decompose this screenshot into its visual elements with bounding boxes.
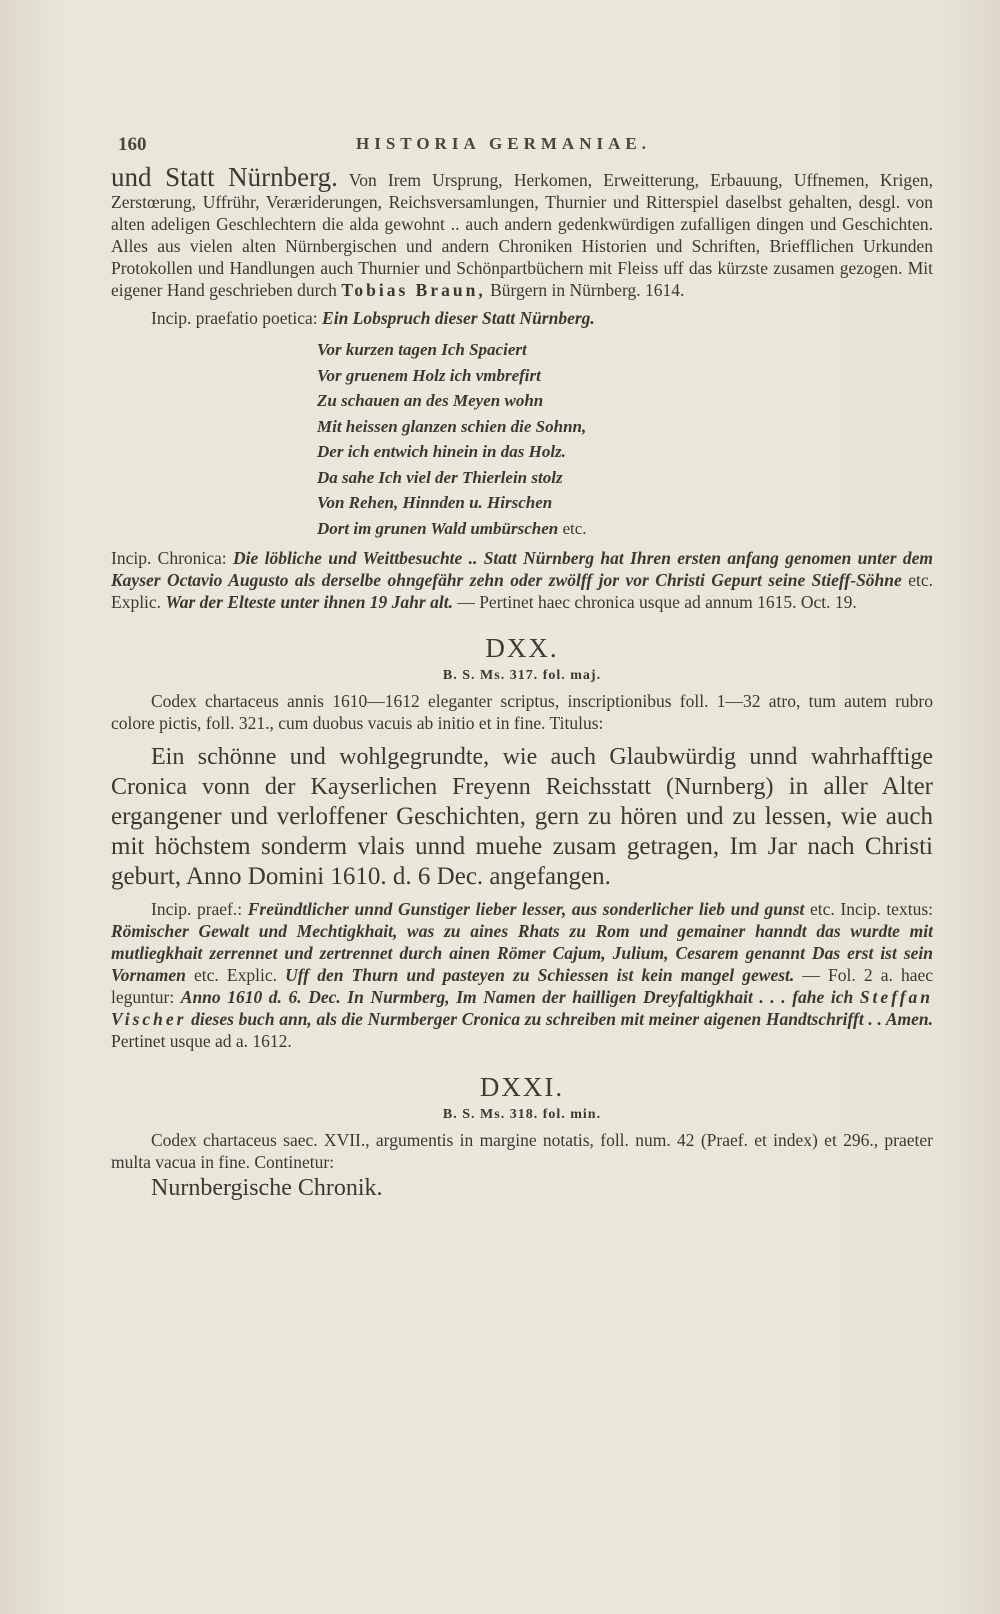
incip-chronica-text: Die löbliche und Weittbesuchte .. Statt Nürnberg hat Ihren ersten anfang genomen unter dem Kayser Octavio Augusto als derselbe ohngefähr zehn oder zwölff jor vor Christi Gepurt seine Stieff-Söhne xyxy=(111,548,933,590)
entry-title-paragraph xyxy=(111,162,934,301)
pertinet-note: Pertinet usque ad a. 1612. xyxy=(111,1031,292,1051)
incip-praefatio xyxy=(111,307,933,329)
poem-line: Vor gruenem Holz ich vmbrefirt xyxy=(317,365,541,385)
page-number: 160 xyxy=(118,134,147,155)
entry-title-rest: Von Irem Ursprung, Herkomen, Erweitterung, Erbauung, Uffnemen, Krigen, Zerstœrung, Uffrühr, Veræriderungen, Reichsversamlungen, Thurnier und Ritterspiel daselbst gehalten, desgl. von alten adeligen Geschlechtern die alda gewohnt .. auch andern gedenkwürdigen zufalligen dingen und Geschichten. Alles aus vielen alten Nürnbergischen und andern Chroniken Historien und Schriften, Briefflichen Urkunden Protokollen und Handlungen auch Thurnier und Schönpartbüchern mit Fleiss uff das kürzste zusamen gezogen. Mit eigener Hand geschrieben durch xyxy=(111,170,934,300)
incip-praefatio-label: Incip. praefatio poetica: xyxy=(151,308,318,328)
fol-text: Anno 1610 d. 6. Dec. In Nurmberg, Im Namen der hailligen Dreyfaltigkhait . . . fahe ich xyxy=(180,987,854,1007)
poem-line-last xyxy=(317,516,933,542)
incip-chronica-label: Incip. Chronica: xyxy=(111,548,227,568)
running-header xyxy=(118,134,928,162)
codex-description-dxxi: Codex chartaceus saec. XVII., argumentis in margine notatis, foll. num. 42 (Praef. et index) et 296., praeter multa vacua in fine. Continetur: xyxy=(111,1130,933,1172)
incipit-explicit-dxx xyxy=(111,898,933,1052)
poem-line: Von Rehen, Hinnden u. Hirschen xyxy=(317,493,553,512)
explic-text: Uff den Thurn und pasteyen zu Schiessen ist kein mangel gewest. xyxy=(285,965,795,985)
incip-chronica xyxy=(111,547,933,613)
shelfmark-dxx: B. S. Ms. 317. fol. maj. xyxy=(442,668,602,683)
explic-etc: etc. xyxy=(908,570,934,590)
explic-text: War der Elteste unter ihnen 19 Jahr alt. xyxy=(165,592,453,612)
codex-number-dxxi: DXXI. xyxy=(479,1072,565,1102)
explic-label: Explic. xyxy=(111,592,162,612)
fol-text-continued: dieses buch ann, als die Nurmberger Cronica zu schreiben mit meiner aigenen Handtschrifft . . Amen. xyxy=(191,1009,933,1029)
codex-title-lead: Ein schönne und wohlgegrundte, wie auch Glaubwürdig unnd wahrhafftige Cronica vonn der Kayserlichen Freyenn Reichsstatt (Nurnberg) xyxy=(111,744,933,800)
running-title: HISTORIA GERMANIAE. xyxy=(356,134,651,153)
incip-textus-label: etc. Incip. textus: xyxy=(810,899,933,919)
codex-description-dxx: Codex chartaceus annis 1610—1612 eleganter scriptus, inscriptionibus foll. 1—32 atro, tum autem rubro colore pictis, foll. 321., cum duobus vacuis ab initio et in fine. Titulus: xyxy=(111,691,933,733)
scribe-name: Steffan Vischer xyxy=(111,987,934,1029)
codex-title-dxx xyxy=(111,742,933,892)
fol-note: — Fol. 2 a. haec leguntur: xyxy=(111,965,934,1007)
entry-title-lead: und Statt Nürnberg. xyxy=(111,162,338,192)
poem-line: Mit heissen glanzen schien die Sohnn, xyxy=(317,416,587,436)
entry-title-end: Bürgern in Nürnberg. 1614. xyxy=(490,280,685,300)
codex-number-dxx: DXX. xyxy=(485,633,559,663)
poem xyxy=(317,337,933,541)
poem-line: Da sahe Ich viel der Thierlein stolz xyxy=(317,467,563,487)
author-name: Tobias Braun, xyxy=(341,280,486,300)
poem-line: Zu schauen an des Meyen wohn xyxy=(317,391,544,410)
poem-line: Der ich entwich hinein in das Holz. xyxy=(317,442,566,461)
explic-label: etc. Explic. xyxy=(194,965,277,985)
codex-title-dxxi: Nurnbergische Chronik. xyxy=(151,1175,383,1201)
incip-praef-text: Freündtlicher unnd Gunstiger lieber lesser, aus sonderlicher lieb und gunst xyxy=(247,899,805,919)
incip-praefatio-text: Ein Lobspruch dieser Statt Nürnberg. xyxy=(322,308,595,328)
page-body xyxy=(111,162,934,1201)
incip-praef-label: Incip. praef.: xyxy=(151,899,243,919)
pertinet-note: — Pertinet haec chronica usque ad annum 1615. Oct. 19. xyxy=(457,592,857,612)
codex-title-rest: in aller Alter ergangener und verloffener Geschichten, gern zu hören und zu lessen, wie auch mit höchstem sonderm vlais unnd muehe zusam getragen, Im Jar nach Christi geburt, Anno Domini 1610. d. 6 Dec. angefangen. xyxy=(111,773,933,890)
poem-line: Dort im grunen Wald umbürschen xyxy=(317,518,559,538)
poem-line: Vor kurzen tagen Ich Spaciert xyxy=(317,340,527,359)
incip-textus-text: Römischer Gewalt und Mechtigkhait, was zu aines Rhats zu Rom und gemainer hanndt das wurdte mit mutliegkhait zerrennet und zertrennet durch ainen Römer Cajum, Julium, Cesarem genannt Das erst ist sein Vornamen xyxy=(111,921,933,985)
poem-etc: etc. xyxy=(562,518,587,538)
shelfmark-dxxi: B. S. Ms. 318. fol. min. xyxy=(442,1107,602,1122)
